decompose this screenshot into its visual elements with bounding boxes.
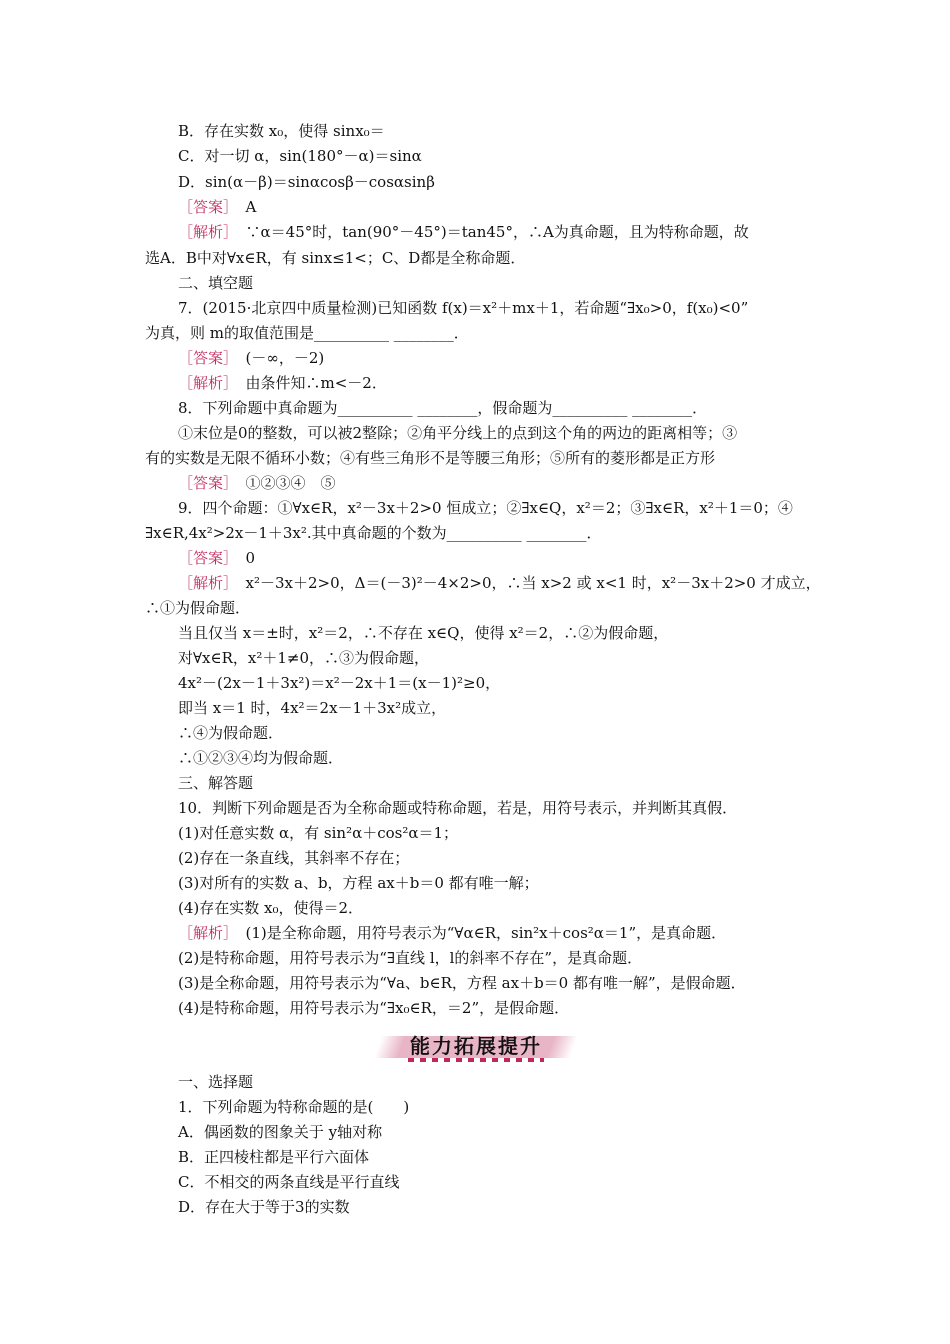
- text-line: [178, 1122, 382, 1142]
- text-line: [178, 948, 642, 968]
- text-line: [178, 873, 539, 893]
- line-text: 7．(2015·北京四中质量检测)已知函数 f(x)＝x²＋mx＋1，若命题“∃x₀>0，f(x₀)<0”: [178, 299, 749, 317]
- line-text: 9．四个命题：①∀x∈R，x²－3x＋2>0 恒成立；②∃x∈Q，x²＝2；③∃x∈R，x²＋1＝0；④: [178, 499, 793, 517]
- line-text: C．对一切 α，sin(180°－α)＝sinα: [178, 147, 422, 165]
- section-banner: [378, 1028, 574, 1062]
- line-text: D．sin(α－β)＝sinαcosβ－cosαsinβ: [178, 173, 435, 191]
- text-line: [178, 273, 253, 293]
- text-line: [178, 698, 446, 718]
- line-text: A: [230, 198, 257, 216]
- text-line: [178, 197, 256, 217]
- text-line: [178, 998, 569, 1018]
- line-text: 0: [230, 549, 256, 567]
- line-text: x²－3x＋2>0，Δ＝(－3)²－4×2>0，∴当 x>2 或 x<1 时，x²－3x＋2>0 才成立，: [230, 574, 821, 592]
- line-text: C．不相交的两条直线是平行直线: [178, 1173, 400, 1191]
- text-line: [178, 798, 737, 818]
- text-line: [178, 172, 435, 192]
- line-text: ∵α＝45°时，tan(90°－45°)＝tan45°，∴A为真命题，且为特称命题，故: [230, 223, 749, 241]
- line-text: (3)是全称命题，用符号表示为“∀a、b∈R，方程 ax＋b＝0 都有唯一解”，是假命题．: [178, 974, 746, 992]
- banner-dots: [408, 1058, 544, 1062]
- text-line: [178, 823, 458, 843]
- answer-tag: ［解析］: [178, 574, 231, 592]
- text-line: [178, 623, 668, 643]
- text-line: [178, 773, 253, 793]
- text-line: [178, 573, 821, 593]
- line-text: 8．下列命题中真命题为__________ ________，假命题为__________ ________．: [178, 399, 708, 417]
- text-line: [178, 548, 255, 568]
- line-text: 当且仅当 x＝±时，x²＝2，∴不存在 x∈Q，使得 x²＝2，∴②为假命题，: [178, 624, 669, 642]
- text-line: [178, 298, 748, 318]
- line-text: 1．下列命题为特称命题的是( ): [178, 1098, 410, 1116]
- text-line: [145, 248, 525, 268]
- answer-tag: ［解析］: [178, 223, 231, 241]
- text-line: [178, 398, 707, 418]
- line-text: (2)存在一条直线，其斜率不存在；: [178, 849, 410, 867]
- text-line: [178, 146, 422, 166]
- line-text: (1)对任意实数 α，有 sin²α＋cos²α＝1；: [178, 824, 459, 842]
- line-text: (2)是特称命题，用符号表示为“∃直线 l，l的斜率不存在”，是真命题．: [178, 949, 643, 967]
- line-text: 一、选择题: [178, 1073, 254, 1091]
- line-text: B．存在实数 x₀，使得 sinx₀＝: [178, 122, 385, 140]
- line-text: B．正四棱柱都是平行六面体: [178, 1148, 370, 1166]
- text-line: [145, 323, 469, 343]
- line-text: ①②③④ ⑤: [230, 474, 336, 492]
- text-line: [178, 121, 385, 141]
- text-line: [178, 748, 343, 768]
- line-text: A．偶函数的图象关于 y轴对称: [178, 1123, 383, 1141]
- line-text: 4x²－(2x－1＋3x²)＝x²－2x＋1＝(x－1)²≥0，: [178, 674, 501, 692]
- line-text: 三、解答题: [178, 774, 254, 792]
- line-text: (－∞，－2): [230, 349, 325, 367]
- line-text: (3)对所有的实数 a、b，方程 ax＋b＝0 都有唯一解；: [178, 874, 539, 892]
- text-line: [145, 598, 250, 618]
- text-line: [178, 1147, 369, 1167]
- text-line: [178, 973, 746, 993]
- answer-tag: ［答案］: [178, 474, 231, 492]
- line-text: ∴①为假命题．: [145, 599, 251, 617]
- text-line: [178, 348, 324, 368]
- line-text: 10．判断下列命题是否为全称命题或特称命题，若是，用符号表示，并判断其真假．: [178, 799, 738, 817]
- text-line: [178, 1197, 350, 1217]
- line-text: 有的实数是无限不循环小数；④有些三角形不是等腰三角形；⑤所有的菱形都是正方形: [145, 449, 716, 467]
- answer-tag: ［解析］: [178, 374, 231, 392]
- line-text: 由条件知∴m<－2．: [230, 374, 387, 392]
- line-text: 二、填空题: [178, 274, 254, 292]
- text-line: [178, 423, 737, 443]
- text-line: [145, 448, 715, 468]
- line-text: (4)是特称命题，用符号表示为“∃x₀∈R，＝2”，是假命题．: [178, 999, 570, 1017]
- text-line: [178, 373, 387, 393]
- text-line: [178, 673, 500, 693]
- line-text: 即当 x＝1 时，4x²＝2x－1＋3x²成立，: [178, 699, 447, 717]
- text-line: [178, 898, 363, 918]
- line-text: ①末位是0的整数，可以被2整除；②角平分线上的点到这个角的两边的距离相等；③: [178, 424, 738, 442]
- line-text: ∃x∈R,4x²>2x－1＋3x².其中真命题的个数为__________ ________．: [145, 524, 602, 542]
- line-text: 为真，则 m的取值范围是__________ ________．: [145, 324, 469, 342]
- answer-tag: ［解析］: [178, 924, 231, 942]
- text-line: [178, 923, 726, 943]
- line-text: ∴①②③④均为假命题．: [178, 749, 344, 767]
- answer-tag: ［答案］: [178, 198, 231, 216]
- banner-title: 能力拓展提升: [410, 1034, 542, 1058]
- text-line: [178, 1072, 253, 1092]
- line-text: (4)存在实数 x₀，使得＝2．: [178, 899, 364, 917]
- text-line: [178, 498, 793, 518]
- line-text: 选A．B中对∀x∈R，有 sinx≤1<；C、D都是全称命题．: [145, 249, 526, 267]
- line-text: ∴④为假命题．: [178, 724, 284, 742]
- text-line: [178, 473, 336, 493]
- answer-tag: ［答案］: [178, 349, 231, 367]
- line-text: 对∀x∈R，x²＋1≠0，∴③为假命题，: [178, 649, 430, 667]
- text-line: [145, 523, 601, 543]
- text-line: [178, 648, 429, 668]
- text-line: [178, 1172, 399, 1192]
- line-text: (1)是全称命题，用符号表示为“∀α∈R，sin²x＋cos²α＝1”，是真命题．: [230, 924, 727, 942]
- answer-tag: ［答案］: [178, 549, 231, 567]
- text-line: [178, 222, 749, 242]
- text-line: [178, 848, 409, 868]
- text-line: [178, 723, 283, 743]
- line-text: D．存在大于等于3的实数: [178, 1198, 350, 1216]
- text-line: [178, 1097, 409, 1117]
